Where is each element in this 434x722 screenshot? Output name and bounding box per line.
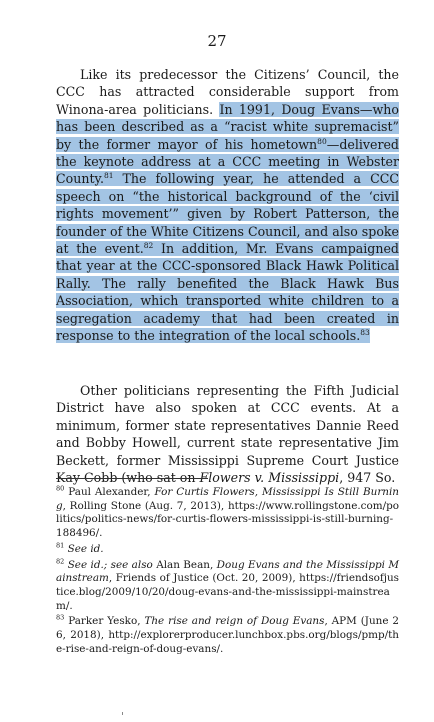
footnote-signal: See id.; see also xyxy=(67,558,153,571)
paragraph-text-2: , 947 So. xyxy=(339,470,396,486)
paragraph-ccc-support xyxy=(56,66,399,345)
footnote-ref-81[interactable]: 81 xyxy=(103,171,114,181)
footnote-number: 83 xyxy=(56,613,65,622)
paragraph-other-politicians xyxy=(56,382,399,486)
footnote-author: Alan Bean, xyxy=(152,558,217,571)
footnote-source: , Rolling Stone (Aug. 7, 2013), xyxy=(62,499,228,512)
highlighted-passage[interactable] xyxy=(56,102,399,343)
paragraph-intro-sentence: Like its predecessor the Citizens’ Council, the CCC has attracted considerable support from Winona-area politicians. xyxy=(56,67,399,117)
footnote-source: , Friends of Justice (Oct. 20, 2009), xyxy=(108,572,300,585)
footnote-author: Parker Yesko, xyxy=(68,615,145,628)
footnote-83 xyxy=(56,615,399,656)
case-citation: Flowers v. Mississippi xyxy=(199,470,340,486)
highlight-text-2: —delivered the keynote address at a CCC meeting in Webster County. xyxy=(56,136,399,187)
page-number: 27 xyxy=(207,32,227,50)
footnote-ref-83[interactable]: 83 xyxy=(360,327,370,337)
footnote-81 xyxy=(56,543,399,557)
highlight-text-3: The following year, he attended a CCC speech on “the historical background of the ‘civil rights movement’” given by Robert Patterson, the founder of the White Citizens Council, and also spoke at the event. xyxy=(56,171,399,257)
footnote-title: Doug Evans and the Mississippi Mainstream xyxy=(56,558,399,585)
footnote-number: 80 xyxy=(56,484,65,493)
paragraph-text-1: Other politicians representing the Fifth Judicial District have also spoken at CCC events. At a minimum, former state representatives Dannie Reed and Bobby Howell, current state representative Jim Beckett, former Mississippi Supreme Court Justice Kay Cobb (who sat on xyxy=(56,383,399,486)
footnote-title: For Curtis Flowers, Mississippi Is Still Burning xyxy=(56,486,399,512)
footnote-url-link[interactable]: https://friendsofjustice.blog/2009/10/20/doug-evans-and-the-mississippi-mainstream/. xyxy=(56,572,399,612)
footnote-url-link[interactable]: https://www.rollingstone.com/politics/politics-news/for-curtis-flowers-mississippi-is-still-burning-188496/. xyxy=(56,499,399,540)
footnote-number: 81 xyxy=(56,541,65,550)
footnote-source: , APM (June 26, 2018), xyxy=(56,615,400,642)
footnotes-section xyxy=(56,486,399,658)
scan-mark xyxy=(122,712,123,715)
footnote-url-link[interactable]: http://explorerproducer.lunchbox.pbs.org/blogs/pmp/the-rise-and-reign-of-doug-evans/. xyxy=(56,629,399,655)
footnote-divider xyxy=(56,478,208,479)
footnote-author: Paul Alexander, xyxy=(68,486,155,498)
footnote-82 xyxy=(56,559,399,614)
footnote-80 xyxy=(56,486,399,541)
footnote-text: See id. xyxy=(67,542,104,555)
highlight-text-1: In 1991, Doug Evans—who has been described as a “racist white supremacist” by the former mayor of his hometown xyxy=(56,101,399,152)
footnote-number: 82 xyxy=(56,557,65,566)
footnote-ref-82[interactable]: 82 xyxy=(143,240,154,250)
footnote-title: The rise and reign of Doug Evans xyxy=(144,615,325,628)
highlight-text-4: In addition, Mr. Evans campaigned that year at the CCC-sponsored Black Hawk Political Rally. The rally benefited the Black Hawk Bus Association, which transported white children to a segregation academy that had been created in response to the integration of the local schools. xyxy=(56,241,399,344)
footnote-ref-80[interactable]: 80 xyxy=(317,136,327,146)
